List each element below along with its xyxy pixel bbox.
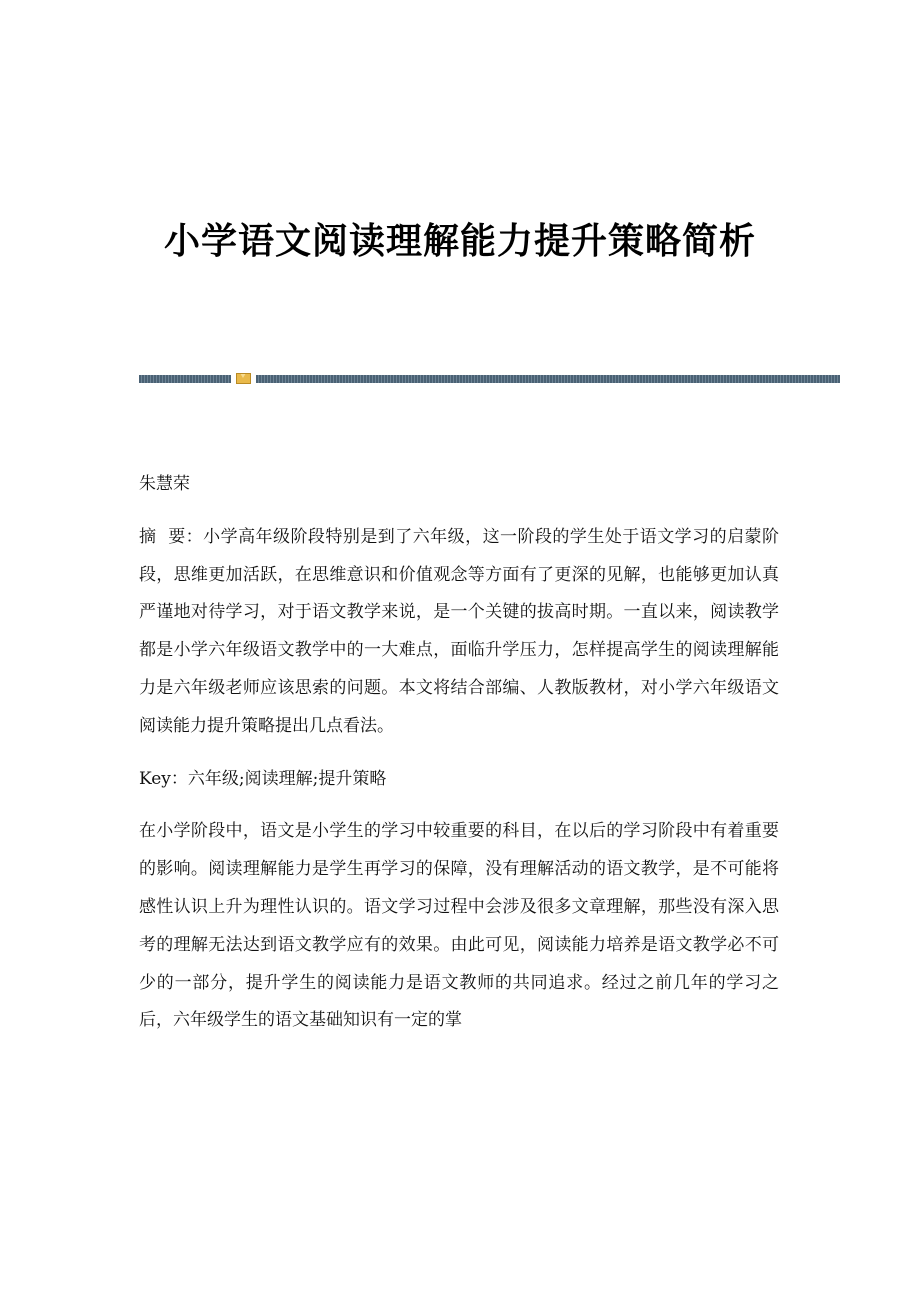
envelope-icon: [236, 373, 251, 384]
title-divider: [139, 375, 840, 383]
abstract-paragraph: [139, 519, 779, 746]
divider-bar-right: [256, 375, 840, 383]
keywords-text: 六年级;阅读理解;提升策略: [187, 768, 387, 789]
keywords-line: [139, 761, 779, 799]
document-body: [139, 466, 779, 1040]
divider-bar-left: [139, 375, 231, 383]
abstract-text: 小学高年级阶段特别是到了六年级，这一阶段的学生处于语文学习的启蒙阶段，思维更加活跃，在思维意识和价值观念等方面有了更深的见解，也能够更加认真严谨地对待学习，对于语文教学来说，是一个关键的拔高时期。一直以来，阅读教学都是小学六年级语文教学中的一大难点，面临升学压力，怎样提高学生的阅读理解能力是六年级老师应该思索的问题。本文将结合部编、人教版教材，对小学六年级语文阅读能力提升策略提出几点看法。: [139, 526, 780, 736]
keywords-label: Key：: [139, 768, 188, 789]
document-title: 小学语文阅读理解能力提升策略简析: [163, 221, 756, 262]
body-paragraph: 在小学阶段中，语文是小学生的学习中较重要的科目，在以后的学习阶段中有着重要的影响。阅读理解能力是学生再学习的保障，没有理解活动的语文教学，是不可能将感性认识上升为理性认识的。语文学习过程中会涉及很多文章理解，那些没有深入思考的理解无法达到语文教学应有的效果。由此可见，阅读能力培养是语文教学必不可少的一部分，提升学生的阅读能力是语文教师的共同追求。经过之前几年的学习之后，六年级学生的语文基础知识有一定的掌: [139, 821, 779, 1031]
author-name: 朱慧荣: [139, 474, 190, 494]
abstract-label: 摘 要：: [139, 526, 204, 547]
